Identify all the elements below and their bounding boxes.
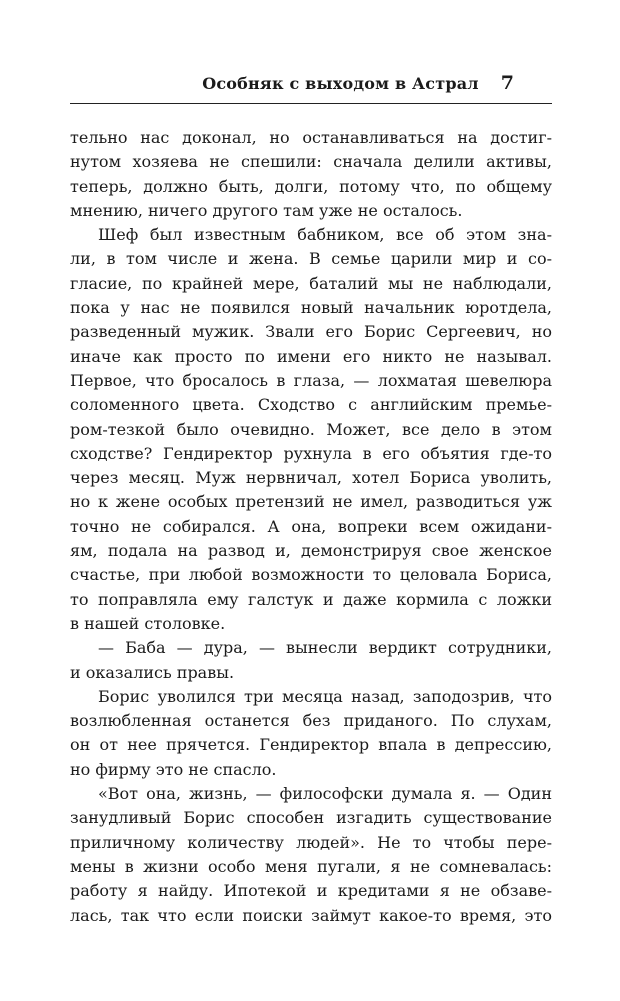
header-row xyxy=(70,72,552,94)
paragraph xyxy=(70,685,552,782)
text-line: ям, подала на развод и, демонстрируя свое женское xyxy=(70,541,552,561)
paragraph xyxy=(70,223,552,636)
text-line: разведенный мужик. Звали его Борис Сергеевич, но xyxy=(70,322,552,342)
text-line: пока у нас не появился новый начальник юротдела, xyxy=(70,298,552,318)
text-line: и оказались правы. xyxy=(70,662,235,682)
page-number: 7 xyxy=(500,72,514,94)
text-line: — Баба — дура, — вынесли вердикт сотрудники, xyxy=(98,638,552,658)
text-line: теперь, должно быть, долги, потому что, по общему xyxy=(70,176,552,196)
text-line: точно не собирался. А она, вопреки всем ожидани- xyxy=(70,516,552,536)
text-line: ром-тезкой было очевидно. Может, все дело в этом xyxy=(70,419,552,439)
page-header xyxy=(70,72,552,104)
text-line: через месяц. Муж нервничал, хотел Бориса уволить, xyxy=(70,468,552,488)
text-line: сходстве? Гендиректор рухнула в его объятия где-то xyxy=(70,443,552,463)
text-line: он от нее прячется. Гендиректор впала в депрессию, xyxy=(70,735,552,755)
text-line: Первое, что бросалось в глаза, — лохматая шевелюра xyxy=(70,370,552,390)
paragraph xyxy=(70,126,552,223)
text-line: занудливый Борис способен изгадить существование xyxy=(70,808,552,828)
text-line: возлюбленная останется без приданого. По слухам, xyxy=(70,711,552,731)
text-line: но фирму это не спасло. xyxy=(70,759,277,779)
header-rule xyxy=(70,103,552,104)
text-line: приличному количеству людей». Не то чтобы пере- xyxy=(70,832,552,852)
page-body xyxy=(70,126,552,928)
paragraph xyxy=(70,636,552,685)
text-line: в нашей столовке. xyxy=(70,613,226,633)
text-line: ли, в том числе и жена. В семье царили мир и со- xyxy=(70,249,552,269)
text-line: Борис уволился три месяца назад, заподозрив, что xyxy=(98,686,552,706)
text-line: иначе как просто по имени его никто не называл. xyxy=(70,346,552,366)
text-line: работу я найду. Ипотекой и кредитами я не обзаве- xyxy=(70,881,552,901)
text-line: лась, так что если поиски займут какое-то время, это xyxy=(70,905,552,925)
text-line: мены в жизни особо меня пугали, я не сомневалась: xyxy=(70,856,552,876)
text-line: то поправляла ему галстук и даже кормила с ложки xyxy=(70,589,552,609)
text-line: но к жене особых претензий не имел, разводиться уж xyxy=(70,492,552,512)
text-line: гласие, по крайней мере, баталий мы не наблюдали, xyxy=(70,273,552,293)
text-line: «Вот она, жизнь, — философски думала я. — Один xyxy=(98,784,552,804)
text-line: нутом хозяева не спешили: сначала делили активы, xyxy=(70,152,552,172)
running-title: Особняк с выходом в Астрал xyxy=(202,74,479,93)
text-line: тельно нас доконал, но останавливаться на достиг- xyxy=(70,128,552,147)
text-line: Шеф был известным бабником, все об этом зна- xyxy=(98,225,552,245)
text-line: соломенного цвета. Сходство с английским премье- xyxy=(70,395,552,415)
paragraph xyxy=(70,782,552,928)
text-line: мнению, ничего другого там уже не осталось. xyxy=(70,200,463,220)
text-line: счастье, при любой возможности то целовала Бориса, xyxy=(70,565,552,585)
